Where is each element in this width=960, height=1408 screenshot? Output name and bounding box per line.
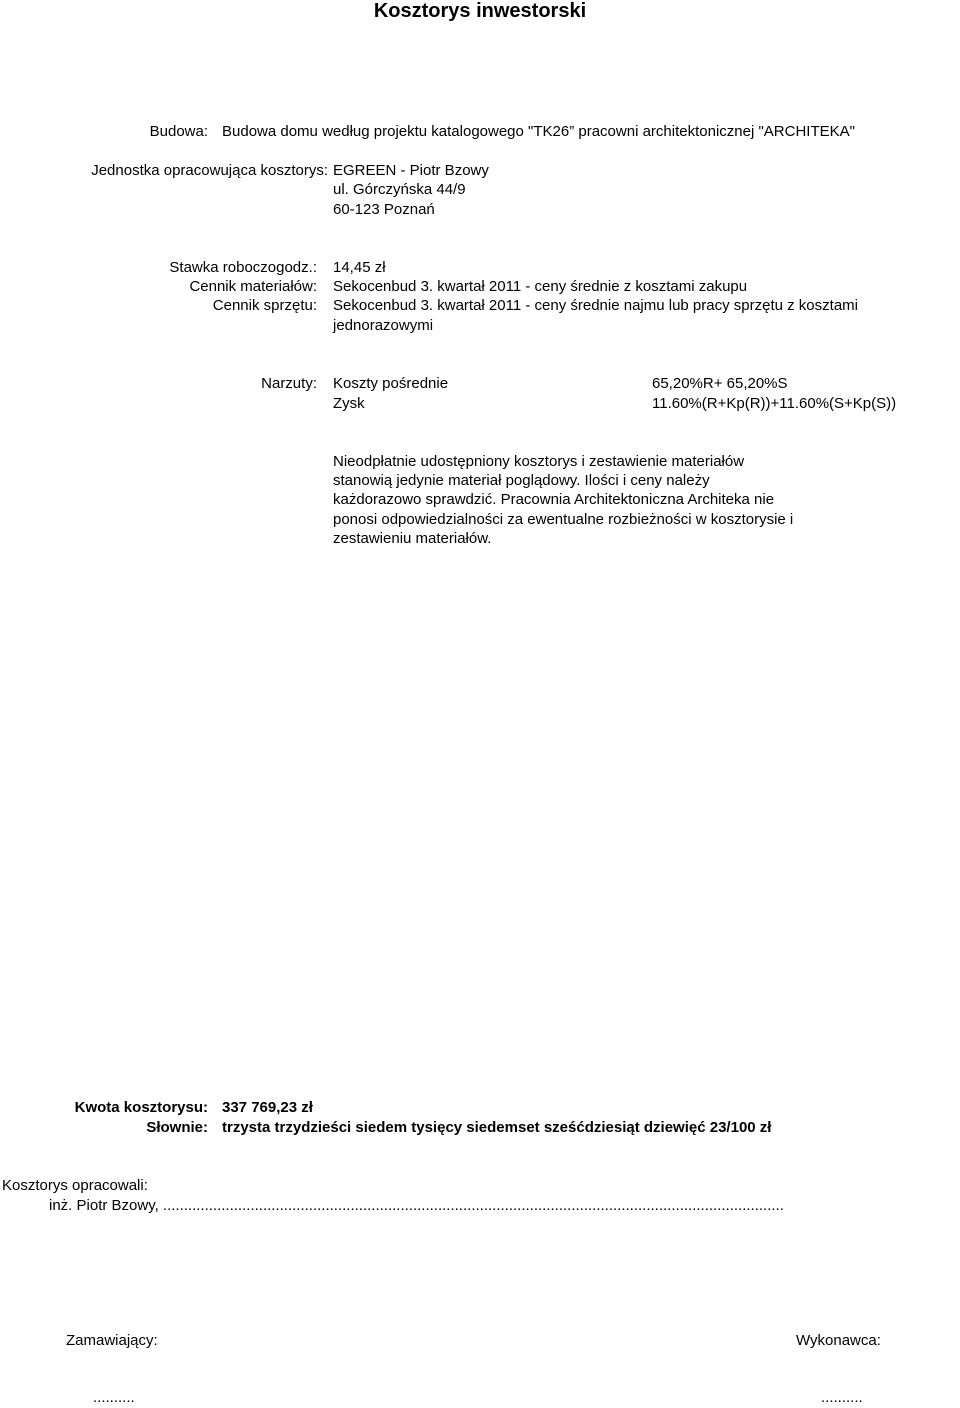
narzut-value: 11.60%(R+Kp(R))+11.60%(S+Kp(S)) [652, 395, 897, 412]
wykonawca-label: Wykonawca: [796, 1332, 881, 1349]
opracowali-label: Kosztorys opracowali: [2, 1177, 148, 1194]
cennik-materialow-label: Cennik materiałów: [189, 278, 317, 295]
opracowali-value: inż. Piotr Bzowy, ..................................................................................................................................................... [49, 1197, 784, 1214]
slownie-label: Słownie: [146, 1119, 208, 1136]
jednostka-line-2: ul. Górczyńska 44/9 [333, 181, 466, 198]
narzut-name: Koszty pośrednie [333, 375, 449, 392]
disclaimer-line: zestawieniu materiałów. [333, 530, 492, 547]
cennik-sprzetu-label: Cennik sprzętu: [212, 297, 317, 314]
disclaimer-line: każdorazowo sprawdzić. Pracownia Architektoniczna Architeka nie [333, 491, 775, 508]
disclaimer-line: ponosi odpowiedzialności za ewentualne rozbieżności w kosztorysie i [333, 511, 794, 528]
zamawiajacy-label: Zamawiający: [66, 1332, 158, 1349]
stawka-value: 14,45 zł [333, 259, 386, 276]
budowa-value: Budowa domu według projektu katalogowego "TK26” pracowni architektonicznej "ARCHITEKA" [222, 123, 855, 140]
page-title: Kosztorys inwestorski [373, 0, 587, 22]
disclaimer-line: Nieodpłatnie udostępniony kosztorys i zestawienie materiałów [333, 453, 745, 470]
slownie-value: trzysta trzydzieści siedem tysięcy siedemset sześćdziesiąt dziewięć 23/100 zł [222, 1119, 772, 1136]
cennik-sprzetu-line-2: jednorazowymi [333, 317, 434, 334]
cennik-materialow-value: Sekocenbud 3. kwartał 2011 - ceny średnie z kosztami zakupu [333, 278, 748, 295]
stawka-label: Stawka roboczogodz.: [169, 259, 317, 276]
zamawiajacy-signature-line: .......... [93, 1389, 135, 1406]
jednostka-line-1: EGREEN - Piotr Bzowy [333, 162, 489, 179]
jednostka-line-3: 60-123 Poznań [333, 201, 435, 218]
narzut-name: Zysk [333, 395, 365, 412]
wykonawca-signature-line: .......... [821, 1389, 863, 1406]
narzut-value: 65,20%R+ 65,20%S [652, 375, 788, 392]
kwota-value: 337 769,23 zł [222, 1099, 313, 1116]
jednostka-label: Jednostka opracowująca kosztorys: [91, 162, 328, 179]
disclaimer-line: stanowią jedynie materiał poglądowy. Ilości i ceny należy [333, 472, 710, 489]
budowa-label: Budowa: [149, 123, 208, 140]
cennik-sprzetu-line-1: Sekocenbud 3. kwartał 2011 - ceny średnie najmu lub pracy sprzętu z kosztami [333, 297, 858, 314]
narzuty-label: Narzuty: [261, 375, 317, 392]
kwota-label: Kwota kosztorysu: [74, 1099, 208, 1116]
